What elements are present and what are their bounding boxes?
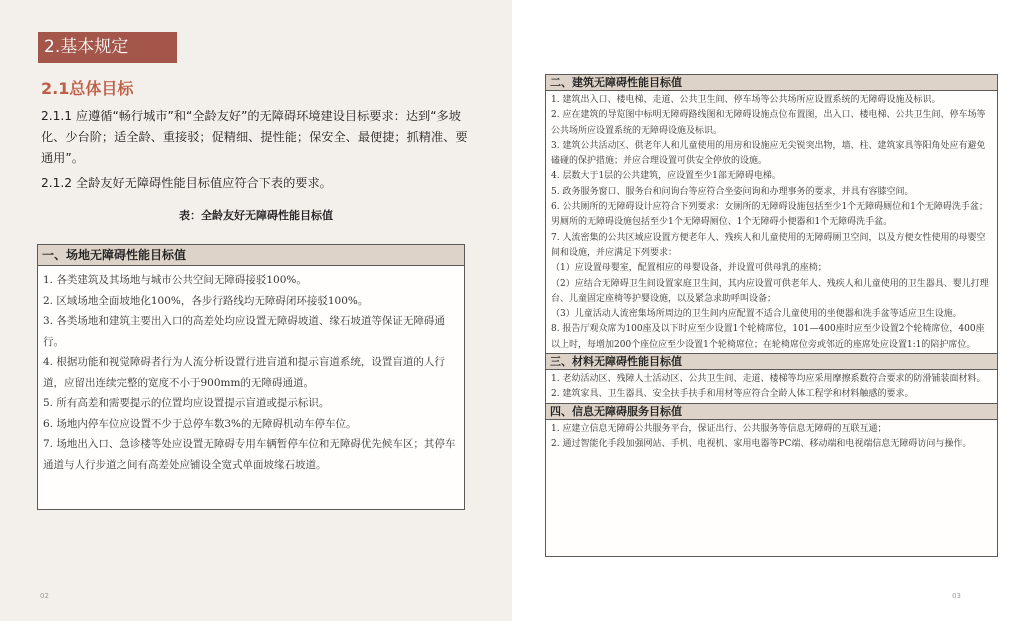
site-targets-list [38, 266, 464, 475]
list-item: 4. 根据功能和视觉障碍者行为人流分析设置行进盲道和提示盲道系统，设置盲道的人行道，应留出连续完整的宽度不小于900mm的无障碍通道。 [43, 356, 445, 389]
list-item: 4. 层数大于1层的公共建筑，应设置至少1部无障碍电梯。 [551, 171, 781, 182]
list-item: 5. 所有高差和需要提示的位置均应设置提示盲道或提示标识。 [43, 397, 330, 409]
section-banner: 2.基本规定 [38, 32, 177, 63]
list-item: 8. 报告厅观众席为100座及以下时应至少设置1个轮椅席位，101—400座时应至少设置2个轮椅席位，400座以上时，每增加200个座位应至少设置1个轮椅席位；在轮椅席位旁或邻近的座席处应设置1:1的陪护席位。 [551, 324, 985, 350]
list-item: 7. 场地出入口、急诊楼等处应设置无障碍专用车辆暂停车位和无障碍优先候车区；其停车通道与人行步道之间有高差处应铺设全宽式单面坡缘石坡道。 [43, 438, 456, 471]
list-item: 1. 建筑出入口、楼电梯、走道、公共卫生间、停车场等公共场所应设置系统的无障碍设施及标识。 [551, 95, 941, 105]
goal-paragraph: 2.1.1 应遵循“畅行城市”和“全龄友好”的无障碍环境建设目标要求：达到“多坡化、少台阶；适全龄、重接驳；促精细、提性能；保安全、最便捷；抓精准、要通用”。 [41, 109, 468, 165]
list-item: 6. 场地内停车位应设置不少于总停车数3%的无障碍机动车停车位。 [43, 417, 357, 430]
building-targets-list [546, 91, 997, 353]
list-item: 3. 建筑公共活动区、供老年人和儿童使用的用房和设施应无尖锐突出物，墙、柱、建筑家具等阳角处应有避免磕碰的保护措施；并应合理设置可供安全停放的设施。 [551, 140, 986, 167]
material-targets-list [546, 370, 997, 403]
list-item: 2. 区域场地全面坡地化100%，各步行路线均无障碍闭环接驳100%。 [43, 294, 369, 307]
list-item: （3）儿童活动人流密集场所周边的卫生间内应配置不适合儿童使用的坐便器和洗手盆等适应卫生设施。 [551, 309, 962, 320]
building-targets-table [545, 74, 998, 557]
list-item: 2. 通过智能化手段加强网站、手机、电视机、家用电器等PC端、移动端和电视端信息无障碍访问与操作。 [551, 438, 972, 449]
list-item: （2）应结合无障碍卫生间设置家庭卫生间，其内应设置可供老年人、残疾人和儿童使用的卫生器具、婴儿打理台、儿童固定座椅等护婴设施，以及紧急求助呼叫设备； [551, 278, 989, 304]
material-targets-section [546, 353, 997, 403]
page-number: 02 [40, 592, 49, 600]
building-targets-header: 二、建筑无障碍性能目标值 [546, 75, 997, 91]
list-item: 1. 各类建筑及其场地与城市公共空间无障碍接驳100%。 [43, 274, 307, 286]
list-item: 2. 应在建筑的导览图中标明无障碍路线图和无障碍设施点位布置图，出入口、楼电梯、公共卫生间、停车场等公共场所应设置系统的无障碍设施及标识。 [551, 110, 986, 136]
site-targets-header: 一、场地无障碍性能目标值 [38, 245, 464, 266]
site-targets-table [37, 244, 465, 510]
list-item: （1）应设置母婴室，配置相应的母婴设备，并设置可供母乳的座椅； [551, 263, 827, 274]
info-targets-header: 四、信息无障碍服务目标值 [546, 403, 997, 420]
table-caption: 表：全龄友好无障碍性能目标值 [179, 209, 333, 222]
page-number: 03 [952, 592, 961, 600]
list-item: 1. 应建立信息无障碍公共服务平台，保证出行、公共服务等信息无障碍的互联互通； [551, 423, 887, 434]
list-item: 5. 政务服务窗口、服务台和问询台等应符合坐姿问询和办理事务的要求，并具有容膝空间。 [551, 186, 914, 197]
list-item: 2. 建筑家具、卫生器具、安全扶手扶手和用材等应符合全龄人体工程学和材料触感的要求。 [551, 389, 914, 400]
info-targets-list [546, 420, 997, 453]
list-item: 6. 公共厕所的无障碍设计应符合下列要求：女厕所的无障碍设施包括至少1个无障碍厕位和1个无障碍洗手盆；男厕所的无障碍设施包括至少1个无障碍厕位、1个无障碍小便器和1个无障碍洗手盆。 [551, 202, 988, 228]
table-reference-paragraph: 2.1.2 全龄友好无障碍性能目标值应符合下表的要求。 [41, 176, 332, 190]
material-targets-header: 三、材料无障碍性能目标值 [546, 353, 997, 370]
info-targets-section [546, 403, 997, 453]
list-item: 3. 各类场地和建筑主要出入口的高差处均应设置无障碍坡道、缘石坡道等保证无障碍通行。 [43, 315, 445, 348]
list-item: 1. 老幼活动区、残障人士活动区、公共卫生间、走道、楼梯等均应采用摩擦系数符合要求的防滑铺装面材料。 [551, 374, 986, 385]
list-item: 7. 人流密集的公共区域应设置方便老年人、残疾人和儿童使用的无障碍厕卫空间，以及方便女性使用的母婴空间和设施，并应满足下列要求： [551, 232, 986, 258]
subsection-title: 2.1总体目标 [41, 79, 134, 98]
